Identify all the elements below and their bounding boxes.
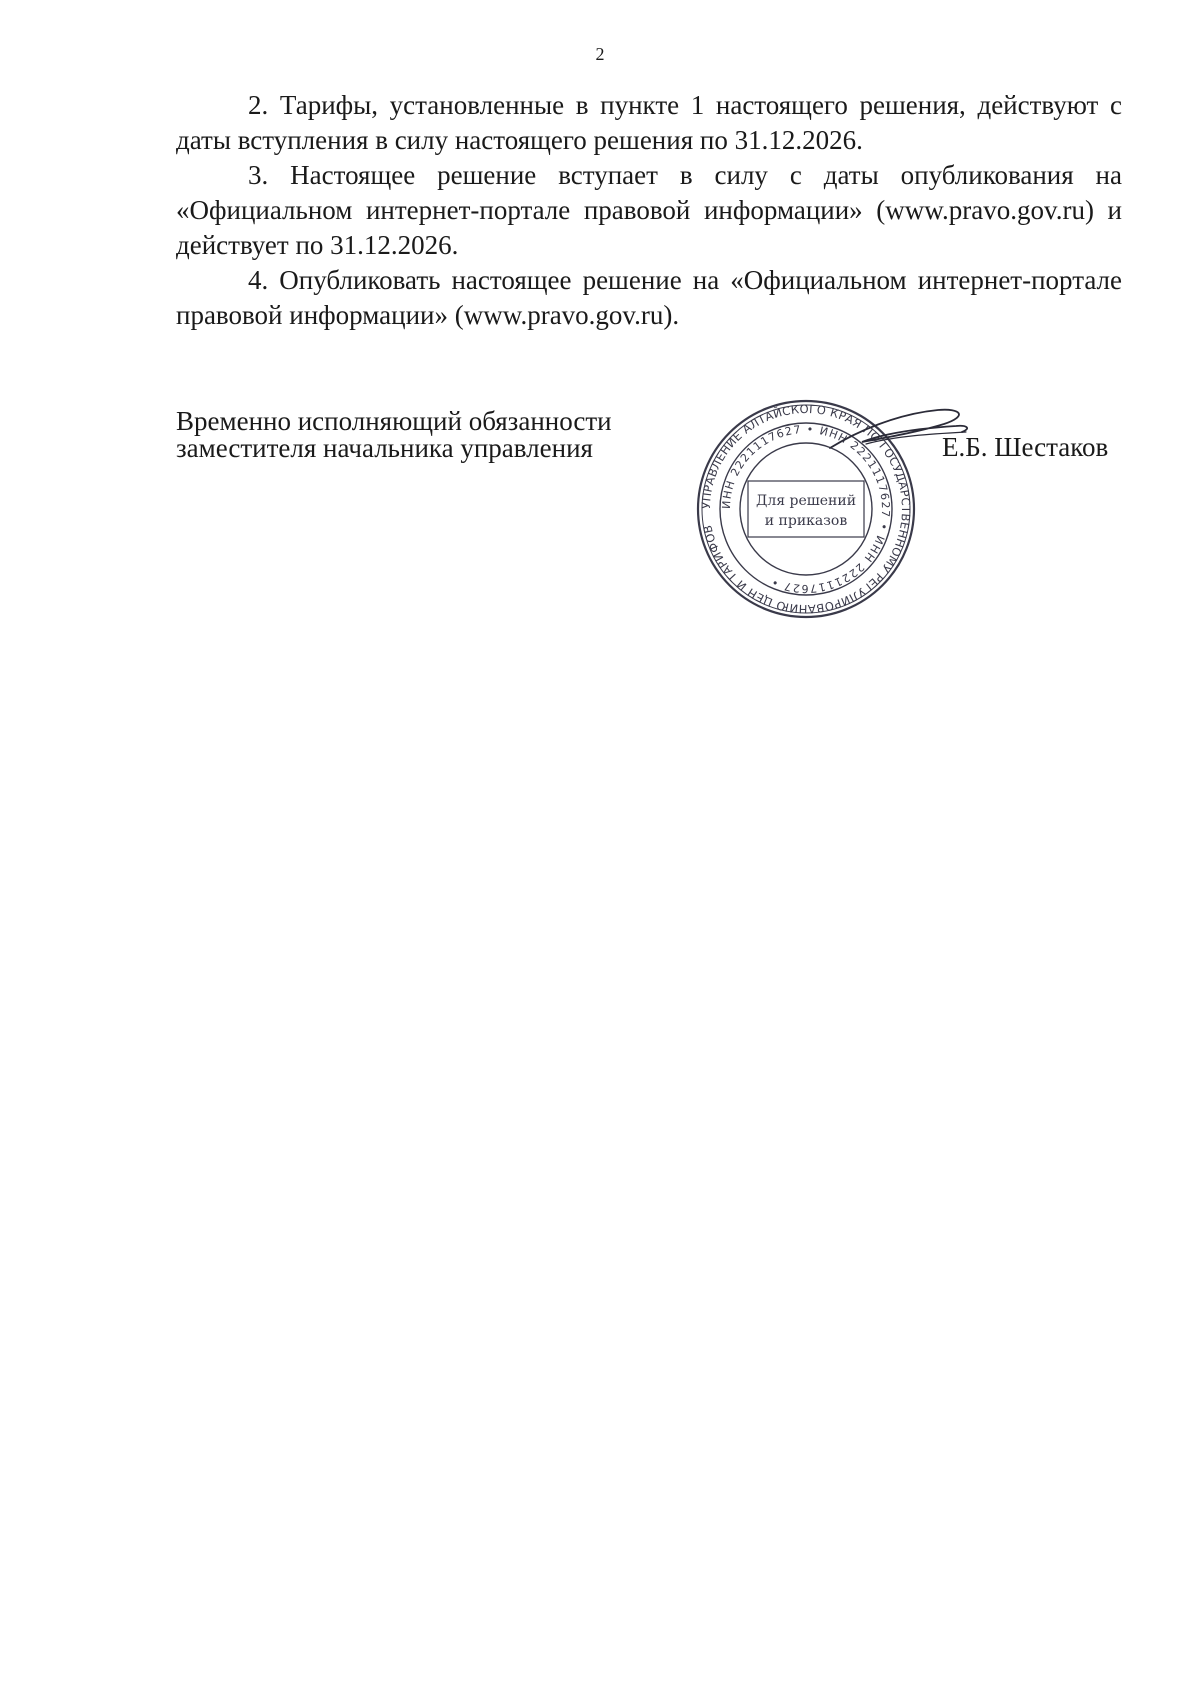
seal-center-line-1: Для решений [755, 493, 857, 509]
paragraph-tariffs-validity: 2. Тарифы, установленные в пункте 1 настоящего решения, действуют с даты вступления в силу настоящего решения по 31.12.2026. [176, 90, 1122, 155]
seal-center-line-2: и приказов [764, 513, 848, 529]
paragraph-publication: 4. Опубликовать настоящее решение на «Официальном интернет-портале правовой информации» (www.pravo.gov.ru). [176, 265, 1122, 330]
seal-inner-border [740, 443, 872, 575]
seal-inn-text: ИНН 2221117627 • ИНН 2221117627 • ИНН 2221117627 • [719, 422, 893, 596]
signatory-name: Е.Б. Шестаков [942, 432, 1109, 462]
signatory-position [176, 408, 612, 462]
signatory-position-line-1: Временно исполняющий обязанности [176, 406, 612, 436]
seal-outer-text: УПРАВЛЕНИЕ АЛТАЙСКОГО КРАЯ ПО ГОСУДАРСТВЕННОМУ РЕГУЛИРОВАНИЮ ЦЕН И ТАРИФОВ [698, 401, 914, 617]
signatory-position-line-2: заместителя начальника управления [176, 433, 593, 463]
page-number: 2 [595, 44, 605, 64]
paragraph-entry-into-force: 3. Настоящее решение вступает в силу с даты опубликования на «Официальном интернет-портале правовой информации» (www.pravo.gov.ru) и действует по 31.12.2026. [176, 160, 1122, 260]
document-body [176, 88, 1122, 333]
